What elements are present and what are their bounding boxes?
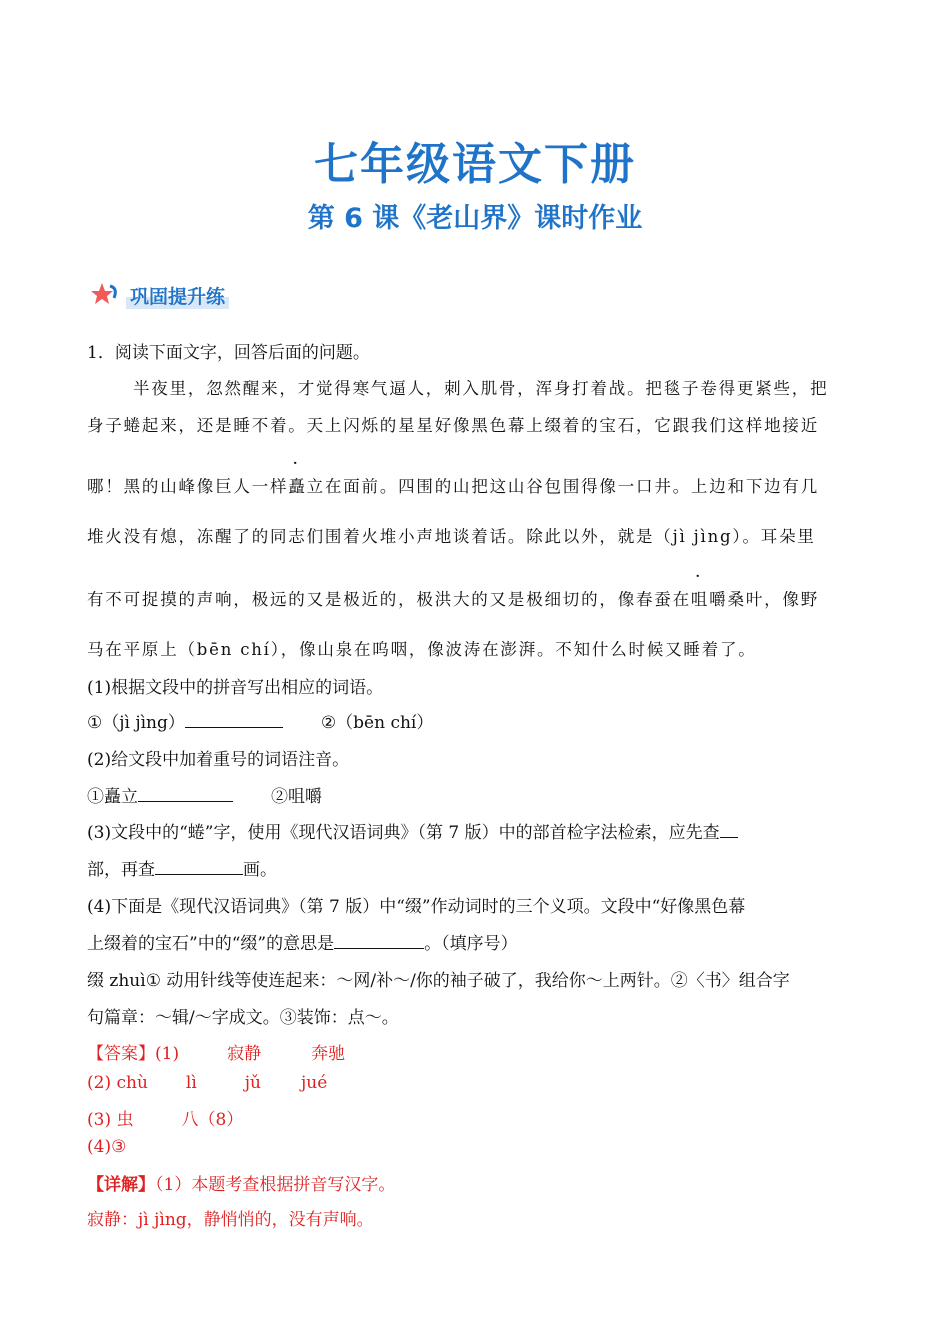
answer-value: 奔驰	[311, 1044, 346, 1064]
passage-text: 哪！黑的山峰像巨人一样	[87, 477, 289, 496]
detail-line-1	[87, 1170, 395, 1195]
page-title: 七年级语文下册	[314, 139, 636, 190]
answer-value: lì	[185, 1073, 197, 1093]
sub-question-4-line-2	[87, 929, 518, 954]
section-label: 巩固提升练	[126, 282, 229, 309]
passage-line-2: 身子蜷起来，还是睡不着。天上闪烁的星星好像黑色幕上缀着的宝石，它跟我们这样地接近	[87, 416, 819, 435]
sub-question-2: (2)给文段中加着重号的词语注音。	[87, 750, 350, 770]
answer-value: 寂静	[227, 1044, 262, 1064]
question-text: 上缀着的宝石”中的“缀”的意思是	[87, 934, 335, 954]
passage-line-6: 马在平原上（bēn chí），像山泉在呜咽，像波涛在澎湃。不知什么时候又睡着了。	[87, 640, 757, 659]
passage-text: 桑叶，像野	[727, 590, 820, 609]
sub-question-2-items	[87, 782, 322, 807]
question-prompt: 1．阅读下面文字，回答后面的问题。	[87, 343, 370, 363]
detail-line-2: 寂静：jì jìng，静悄悄的，没有声响。	[87, 1210, 374, 1230]
answer-value: jué	[301, 1073, 328, 1093]
item-label: ②咀嚼	[271, 787, 322, 807]
answer-2	[87, 1073, 327, 1093]
answer-blank[interactable]	[155, 858, 243, 875]
answer-blank[interactable]	[720, 821, 738, 838]
definition-line-2: 句篇章：～辑/～字成文。③装饰：点～。	[87, 1008, 399, 1028]
item-label: ①矗立	[87, 787, 138, 807]
passage-text: 在面前。四围的山把这山谷包围得像一口井。上边和下边有几	[324, 477, 820, 496]
question-text: 。（填序号）	[424, 934, 518, 954]
section-header	[90, 280, 229, 310]
detail-label: 【详解】	[87, 1175, 155, 1195]
item-label: ②（bēn chí）	[320, 713, 434, 733]
answer-3	[87, 1105, 243, 1130]
answer-value: (3) 虫	[87, 1110, 134, 1130]
question-text: 部，再查	[87, 860, 155, 880]
sub-question-4: (4)下面是《现代汉语词典》（第 7 版）中“缀”作动词时的三个义项。文段中“好像黑色幕	[87, 897, 746, 917]
answer-value: jǔ	[244, 1073, 262, 1093]
answer-blank[interactable]	[138, 785, 233, 802]
sub-question-3	[87, 818, 738, 843]
answer-4: (4)③	[87, 1137, 127, 1157]
sub-question-3-line-2	[87, 855, 277, 880]
detail-text: （1）本题考查根据拼音写汉字。	[155, 1175, 396, 1195]
sub-question-1: (1)根据文段中的拼音写出相应的词语。	[87, 678, 384, 698]
emphasized-word: 矗立	[288, 477, 325, 496]
definition-line-1: 缀 zhuì① 动用针线等使连起来：～网/补～/你的袖子破了，我给你～上两针。②〈书〉组合字	[87, 971, 790, 991]
passage-line-5	[87, 586, 819, 610]
answer-label: 【答案】(1)	[87, 1044, 180, 1064]
page-subtitle: 第 6 课《老山界》课时作业	[307, 203, 643, 234]
answer-value: (2) chù	[87, 1073, 148, 1093]
passage-line-3	[87, 473, 819, 497]
answer-blank[interactable]	[334, 932, 424, 949]
emphasized-word: 咀嚼	[690, 590, 728, 609]
passage-line-1: 半夜里，忽然醒来，才觉得寒气逼人，刺入肌骨，浑身打着战。把毯子卷得更紧些，把	[133, 379, 829, 398]
answer-blank[interactable]	[185, 711, 283, 728]
answer-value: 八（8）	[181, 1110, 244, 1130]
sub-question-1-items	[87, 708, 433, 733]
item-label: ①（jì jìng）	[87, 713, 185, 733]
passage-line-4: 堆火没有熄，冻醒了的同志们围着火堆小声地谈着话。除此以外，就是（jì jìng）。耳朵里	[87, 527, 816, 546]
question-text: 画。	[243, 860, 277, 880]
answer-1	[87, 1039, 345, 1064]
question-text: (3)文段中的“蜷”字，使用《现代汉语词典》（第 7 版）中的部首检字法检索，应先查	[87, 823, 720, 843]
passage-text: 有不可捉摸的声响，极远的又是极近的，极洪大的又是极细切的，像春蚕在	[87, 590, 691, 609]
star-icon	[90, 282, 120, 308]
